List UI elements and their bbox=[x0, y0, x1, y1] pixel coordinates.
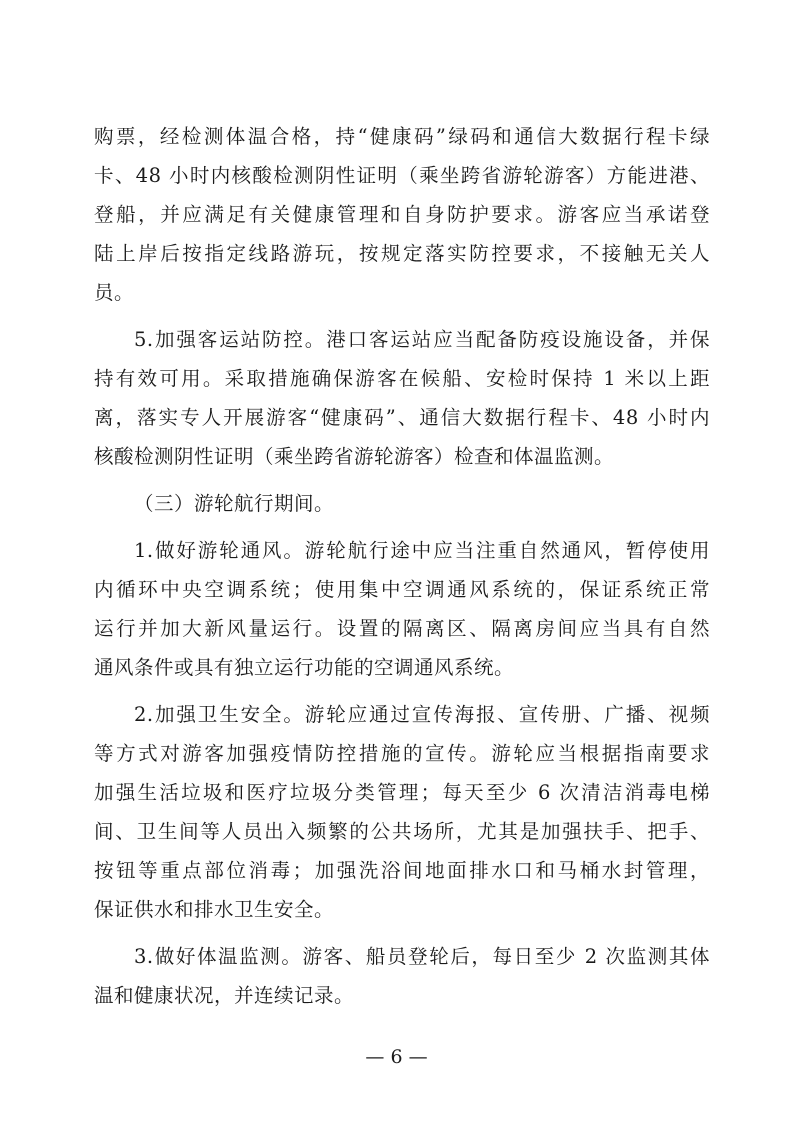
text-line: 保证供水和排水卫生安全。 bbox=[94, 898, 335, 921]
text-line: 员。 bbox=[94, 281, 135, 304]
text-line: 3.做好体温监测。游客、船员登轮后，每日至少 2 次监测其体 bbox=[134, 945, 710, 968]
text-line: 2.加强卫生安全。游轮应通过宣传海报、宣传册、广播、视频 bbox=[134, 703, 710, 726]
text-line: 离，落实专人开展游客“健康码”、通信大数据行程卡、48 小时内 bbox=[94, 406, 710, 429]
text-line: 持有效可用。采取措施确保游客在候船、安检时保持 1 米以上距 bbox=[94, 367, 710, 390]
paragraph-item-1 bbox=[94, 531, 710, 687]
page-number: — 6 — bbox=[365, 1046, 428, 1068]
text-line: 按钮等重点部位消毒；加强洗浴间地面排水口和马桶水封管理， bbox=[94, 859, 710, 882]
section-heading-3 bbox=[94, 484, 710, 523]
paragraph-item-5 bbox=[94, 320, 710, 476]
text-line: 陆上岸后按指定线路游玩，按规定落实防控要求，不接触无关人 bbox=[94, 242, 710, 265]
text-line: 1.做好游轮通风。游轮航行途中应当注重自然通风，暂停使用 bbox=[134, 539, 710, 562]
text-line: 通风条件或具有独立运行功能的空调通风系统。 bbox=[94, 656, 515, 679]
text-line: 等方式对游客加强疫情防控措施的宣传。游轮应当根据指南要求 bbox=[94, 742, 710, 765]
section-heading-text: （三）游轮航行期间。 bbox=[134, 492, 335, 515]
text-line: 核酸检测阴性证明（乘坐跨省游轮游客）检查和体温监测。 bbox=[94, 445, 615, 468]
text-line: 登船，并应满足有关健康管理和自身防护要求。游客应当承诺登 bbox=[94, 203, 710, 226]
text-line: 购票，经检测体温合格，持“健康码”绿码和通信大数据行程卡绿 bbox=[94, 125, 710, 148]
text-line: 运行并加大新风量运行。设置的隔离区、隔离房间应当具有自然 bbox=[94, 617, 710, 640]
text-line: 卡、48 小时内核酸检测阴性证明（乘坐跨省游轮游客）方能进港、 bbox=[94, 164, 710, 187]
paragraph-continued bbox=[94, 117, 710, 312]
text-line: 间、卫生间等人员出入频繁的公共场所，尤其是加强扶手、把手、 bbox=[94, 820, 710, 843]
document-body bbox=[94, 117, 710, 1015]
paragraph-item-2 bbox=[94, 695, 710, 929]
paragraph-item-3 bbox=[94, 937, 710, 1015]
text-line: 5.加强客运站防控。港口客运站应当配备防疫设施设备，并保 bbox=[134, 328, 710, 351]
text-line: 加强生活垃圾和医疗垃圾分类管理；每天至少 6 次清洁消毒电梯 bbox=[94, 781, 710, 804]
text-line: 内循环中央空调系统；使用集中空调通风系统的，保证系统正常 bbox=[94, 578, 710, 601]
text-line: 温和健康状况，并连续记录。 bbox=[94, 984, 355, 1007]
